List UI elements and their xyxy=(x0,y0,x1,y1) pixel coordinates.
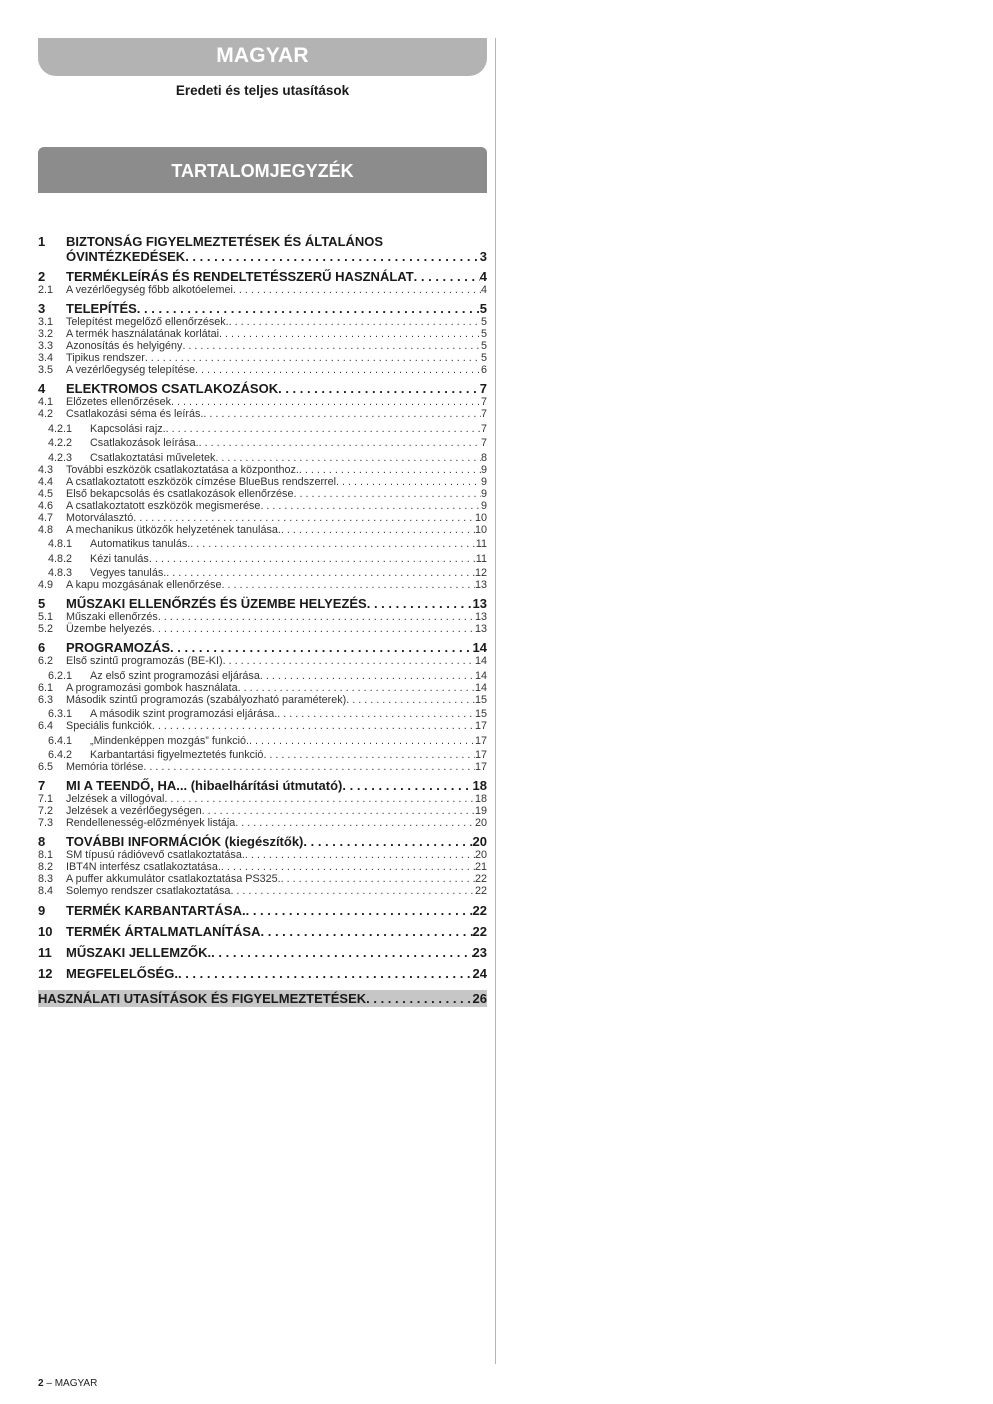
toc-leader-dots xyxy=(152,720,475,732)
column-divider xyxy=(495,38,496,1364)
toc-leader-dots xyxy=(303,834,472,849)
toc-entry-page: 17 xyxy=(474,734,487,747)
toc-entry-label: MI A TEENDŐ, HA... (hibaelhárítási útmutató) xyxy=(66,778,343,793)
toc-entry-heading[interactable] xyxy=(38,234,487,249)
toc-entry-label: A programozási gombok használata xyxy=(66,681,238,694)
toc-entry-label: Csatlakozási séma és leírás. xyxy=(66,408,204,420)
toc-section-entry[interactable] xyxy=(38,364,487,376)
toc-entry-number: 8.4 xyxy=(38,885,54,897)
toc-leader-dots xyxy=(164,793,475,805)
toc-entry-label: Motorválasztó xyxy=(66,511,134,524)
toc-entry-label: TELEPÍTÉS xyxy=(66,301,137,316)
toc-entry-label: A vezérlőegység telepítése xyxy=(66,364,196,376)
toc-entry-label: PROGRAMOZÁS xyxy=(66,640,170,655)
toc-entry-number: 7.2 xyxy=(38,805,54,817)
toc-chapter-entry[interactable] xyxy=(38,924,487,939)
toc-entry-number: 8.1 xyxy=(38,849,54,861)
toc-entry-label: Azonosítás és helyigény xyxy=(66,340,183,352)
toc-entry-number: 3.3 xyxy=(38,340,54,352)
toc-entry-label: MEGFELELŐSÉG. xyxy=(66,966,178,981)
toc-final-entry[interactable] xyxy=(38,990,487,1007)
toc-entry-label: Speciális funkciók xyxy=(66,720,152,732)
toc-leader-dots xyxy=(278,381,480,396)
toc-entry-number: 4.1 xyxy=(38,396,54,408)
toc-entry-label: Második szintű programozás (szabályozható paraméterek) xyxy=(66,693,347,706)
toc-entry-number: 6.4.2 xyxy=(48,749,73,761)
toc-section-entry[interactable] xyxy=(38,284,487,296)
toc-chapter-entry[interactable] xyxy=(38,834,487,849)
toc-entry-number: 8.3 xyxy=(38,873,54,885)
toc-leader-dots xyxy=(182,340,481,352)
toc-entry-page: 14 xyxy=(474,669,487,682)
toc-leader-dots xyxy=(336,476,481,488)
toc-subsection-entry[interactable] xyxy=(38,452,487,464)
toc-subsection-entry[interactable] xyxy=(38,567,487,579)
toc-leader-dots xyxy=(185,249,480,264)
toc-subsection-entry[interactable] xyxy=(38,749,487,761)
toc-leader-dots xyxy=(166,567,475,579)
toc-leader-dots xyxy=(221,579,475,591)
toc-entry-page: 18 xyxy=(474,793,487,805)
toc-section-entry[interactable] xyxy=(38,694,487,706)
toc-entry-number: 2 xyxy=(38,269,46,284)
toc-entry-number: 3.4 xyxy=(38,352,54,364)
toc-entry-number: 11 xyxy=(38,945,52,960)
toc-leader-dots xyxy=(149,553,476,565)
toc-chapter-entry[interactable] xyxy=(38,903,487,918)
toc-leader-dots xyxy=(137,301,480,316)
toc-entry-label: Csatlakoztatási műveletek xyxy=(90,451,216,464)
toc-entry-number: 6.2 xyxy=(38,655,54,667)
toc-entry-page: 6 xyxy=(480,364,487,376)
toc-entry-number: 6.2.1 xyxy=(48,669,73,682)
toc-leader-dots xyxy=(203,408,481,420)
toc-entry-label: Rendellenesség-előzmények listája xyxy=(66,817,236,829)
toc-entry-label: TOVÁBBI INFORMÁCIÓK (kiegészítők) xyxy=(66,834,304,849)
document-subtitle: Eredeti és teljes utasítások xyxy=(175,83,350,98)
toc-entry-number: 4.3 xyxy=(38,463,54,476)
toc-section-entry[interactable] xyxy=(38,623,487,635)
toc-entry-page: 5 xyxy=(480,316,487,328)
toc-entry-number: 4.2.1 xyxy=(48,422,73,435)
toc-entry-page: 20 xyxy=(472,834,487,849)
toc-leader-dots xyxy=(223,655,475,667)
toc-chapter-entry[interactable] xyxy=(38,596,487,611)
toc-entry-number: 4.2.2 xyxy=(48,437,73,449)
toc-section-entry[interactable] xyxy=(38,873,487,885)
toc-entry-label-line2: ÓVINTÉZKEDÉSEK xyxy=(66,249,186,264)
toc-entry-label: Memória törlése xyxy=(66,761,144,773)
toc-entry-number: 3 xyxy=(38,301,46,316)
toc-entry-label: Jelzések a vezérlőegységen xyxy=(66,805,202,817)
toc-entry-number: 7 xyxy=(38,778,46,793)
toc-section-entry[interactable] xyxy=(38,352,487,364)
toc-entry-label: MŰSZAKI JELLEMZŐK. xyxy=(66,945,212,960)
toc-leader-dots xyxy=(143,761,475,773)
toc-entry-label: Karbantartási figyelmeztetés funkció xyxy=(90,749,264,761)
toc-section-entry[interactable] xyxy=(38,682,487,694)
toc-entry-label: SM típusú rádióvevő csatlakoztatása. xyxy=(66,849,245,861)
toc-entry-label: Tipikus rendszer xyxy=(66,352,145,364)
toc-entry-page: 18 xyxy=(472,778,487,793)
toc-subsection-entry[interactable] xyxy=(38,538,487,550)
toc-entry-page: 14 xyxy=(472,640,487,655)
toc-section-entry[interactable] xyxy=(38,805,487,817)
toc-final-page: 26 xyxy=(472,991,487,1006)
toc-leader-dots xyxy=(199,437,481,449)
toc-leader-dots xyxy=(293,488,481,500)
toc-entry-label: Első bekapcsolás és csatlakozások ellenőrzése xyxy=(66,487,294,500)
toc-leader-dots xyxy=(170,640,473,655)
toc-entry-number: 10 xyxy=(38,924,53,939)
toc-entry-label: Csatlakozások leírása. xyxy=(90,437,199,449)
toc-entry-label: Jelzések a villogóval xyxy=(66,793,165,805)
toc-entry-number: 8.2 xyxy=(38,861,54,873)
toc-entry-number: 6.3 xyxy=(38,693,54,706)
toc-entry-page: 20 xyxy=(474,817,487,829)
toc-chapter-entry[interactable] xyxy=(38,640,487,655)
toc-entry-page: 7 xyxy=(480,408,487,420)
toc-entry-number: 6 xyxy=(38,640,46,655)
toc-section-entry[interactable] xyxy=(38,476,487,488)
toc-entry-label: TERMÉKLEÍRÁS ÉS RENDELTETÉSSZERŰ HASZNÁLAT xyxy=(66,269,414,284)
toc-entry-number: 1 xyxy=(38,234,46,249)
toc-leader-dots xyxy=(195,364,481,376)
toc-section-entry[interactable] xyxy=(38,340,487,352)
toc-entry-label: A vezérlőegység főbb alkotóelemei xyxy=(66,284,233,296)
toc-entry-label: A mechanikus ütközők helyzetének tanulása. xyxy=(66,523,281,536)
toc-entry-label: TERMÉK KARBANTARTÁSA. xyxy=(66,903,246,918)
toc-entry-number: 4.8.3 xyxy=(48,567,73,579)
toc-leader-dots xyxy=(249,735,475,747)
toc-entry-number: 2.1 xyxy=(38,284,54,296)
toc-leader-dots xyxy=(414,269,480,284)
toc-entry-page: 9 xyxy=(480,487,487,500)
toc-entry-page: 20 xyxy=(474,849,487,861)
toc-leader-dots xyxy=(158,611,475,623)
toc-entry-page: 13 xyxy=(472,596,487,611)
toc-entry-page: 12 xyxy=(474,567,487,579)
toc-entry-number: 3.5 xyxy=(38,364,54,376)
toc-entry-label: MŰSZAKI ELLENŐRZÉS ÉS ÜZEMBE HELYEZÉS xyxy=(66,596,367,611)
toc-entry-label: ELEKTROMOS CSATLAKOZÁSOK xyxy=(66,381,279,396)
toc-entry-number: 7.1 xyxy=(38,793,54,805)
toc-section-entry[interactable] xyxy=(38,328,487,340)
toc-leader-dots xyxy=(215,452,481,464)
table-of-contents xyxy=(38,234,487,981)
page-footer xyxy=(38,1378,97,1389)
toc-section-entry[interactable] xyxy=(38,512,487,524)
toc-entry-page: 9 xyxy=(480,475,487,488)
toc-entry-number: 6.4 xyxy=(38,720,54,732)
toc-entry-number: 4.2.3 xyxy=(48,451,73,464)
toc-entry-page: 17 xyxy=(474,720,487,732)
toc-entry-label: Műszaki ellenőrzés xyxy=(66,611,158,623)
footer-language: MAGYAR xyxy=(54,1378,98,1389)
toc-entry-page: 17 xyxy=(474,749,487,761)
toc-leader-dots xyxy=(211,945,472,960)
toc-entry-page: 7 xyxy=(480,396,487,408)
toc-leader-dots xyxy=(366,990,472,1007)
toc-leader-dots xyxy=(263,749,475,761)
toc-section-entry[interactable] xyxy=(38,761,487,773)
toc-leader-dots xyxy=(178,966,473,981)
toc-entry-page: 13 xyxy=(474,623,487,635)
toc-leader-dots xyxy=(233,284,481,296)
toc-subsection-entry[interactable] xyxy=(38,423,487,435)
toc-subsection-entry[interactable] xyxy=(38,553,487,565)
toc-leader-dots xyxy=(230,885,475,897)
toc-leader-dots xyxy=(190,538,476,550)
toc-entry-page: 13 xyxy=(474,579,487,591)
toc-title-banner: TARTALOMJEGYZÉK xyxy=(38,147,487,193)
toc-entry-number: 6.3.1 xyxy=(48,708,73,720)
toc-chapter-entry[interactable] xyxy=(38,778,487,793)
toc-entry-page: 5 xyxy=(479,301,487,316)
toc-entry-label: Első szintű programozás (BE-KI) xyxy=(66,655,223,667)
toc-entry-number: 5 xyxy=(38,596,46,611)
toc-chapter-entry[interactable] xyxy=(38,301,487,316)
toc-leader-dots xyxy=(202,805,475,817)
toc-entry-page: 22 xyxy=(474,873,487,885)
language-banner: MAGYAR xyxy=(38,38,487,76)
toc-entry-label: Telepítést megelőző ellenőrzések. xyxy=(66,316,229,328)
toc-entry-label: „Mindenképpen mozgás” funkció. xyxy=(90,734,250,747)
toc-entry-label: IBT4N interfész csatlakoztatása. xyxy=(66,861,221,873)
toc-entry-continuation[interactable] xyxy=(38,249,487,264)
toc-entry-number: 8 xyxy=(38,834,46,849)
footer-separator: – xyxy=(46,1378,52,1389)
toc-entry-page: 4 xyxy=(480,284,487,296)
toc-entry-label: A második szint programozási eljárása. xyxy=(90,708,278,720)
toc-entry-page: 10 xyxy=(474,511,487,524)
toc-entry-page: 15 xyxy=(474,693,487,706)
toc-entry-page: 8 xyxy=(480,451,487,464)
toc-entry-page: 3 xyxy=(479,249,487,264)
toc-leader-dots xyxy=(281,524,475,536)
toc-entry-label: Az első szint programozási eljárása xyxy=(90,669,260,682)
toc-entry-label: Vegyes tanulás. xyxy=(90,567,167,579)
toc-section-entry[interactable] xyxy=(38,464,487,476)
toc-leader-dots xyxy=(260,670,475,682)
left-column xyxy=(38,38,487,1007)
toc-leader-dots xyxy=(299,464,481,476)
toc-leader-dots xyxy=(152,623,475,635)
toc-leader-dots xyxy=(221,861,475,873)
toc-entry-label: TERMÉK ÁRTALMATLANÍTÁSA xyxy=(66,924,261,939)
toc-section-entry[interactable] xyxy=(38,817,487,829)
toc-entry-label: Kézi tanulás xyxy=(90,552,149,565)
toc-section-entry[interactable] xyxy=(38,500,487,512)
toc-leader-dots xyxy=(238,682,475,694)
toc-entry-page: 21 xyxy=(474,861,487,873)
toc-final-label: HASZNÁLATI UTASÍTÁSOK ÉS FIGYELMEZTETÉSEK xyxy=(38,991,367,1006)
toc-entry-number: 6.4.1 xyxy=(48,734,73,747)
toc-section-entry[interactable] xyxy=(38,316,487,328)
toc-section-entry[interactable] xyxy=(38,885,487,897)
toc-leader-dots xyxy=(133,512,475,524)
toc-leader-dots xyxy=(342,778,472,793)
toc-entry-label: A csatlakoztatott eszközök megismerése xyxy=(66,499,261,512)
toc-leader-dots xyxy=(260,500,481,512)
toc-chapter-entry[interactable] xyxy=(38,966,487,981)
toc-leader-dots xyxy=(171,396,481,408)
toc-entry-page: 22 xyxy=(472,924,487,939)
toc-entry-number: 9 xyxy=(38,903,46,918)
toc-section-entry[interactable] xyxy=(38,408,487,420)
toc-leader-dots xyxy=(229,316,481,328)
toc-entry-label: Automatikus tanulás. xyxy=(90,538,191,550)
toc-entry-page: 11 xyxy=(475,552,487,565)
toc-entry-number: 4.8.1 xyxy=(48,538,73,550)
toc-entry-label: Kapcsolási rajz. xyxy=(90,422,166,435)
toc-chapter-entry[interactable] xyxy=(38,381,487,396)
toc-chapter-entry[interactable] xyxy=(38,945,487,960)
toc-section-entry[interactable] xyxy=(38,611,487,623)
toc-entry-number: 4.8 xyxy=(38,523,54,536)
toc-section-entry[interactable] xyxy=(38,849,487,861)
toc-entry-page: 13 xyxy=(474,611,487,623)
toc-entry-number: 3.1 xyxy=(38,316,54,328)
toc-entry-page: 24 xyxy=(472,966,487,981)
toc-entry-number: 4.6 xyxy=(38,499,54,512)
toc-leader-dots xyxy=(346,694,475,706)
toc-entry-label: A termék használatának korlátai xyxy=(66,328,220,340)
toc-section-entry[interactable] xyxy=(38,861,487,873)
toc-entry-page: 7 xyxy=(480,437,487,449)
toc-entry-page: 19 xyxy=(474,805,487,817)
toc-leader-dots xyxy=(246,903,473,918)
toc-entry-page: 4 xyxy=(479,269,487,284)
toc-section-entry[interactable] xyxy=(38,396,487,408)
toc-entry-page: 14 xyxy=(474,655,487,667)
toc-entry-number: 12 xyxy=(38,966,53,981)
toc-entry-number: 5.1 xyxy=(38,611,54,623)
toc-entry-page: 22 xyxy=(472,903,487,918)
toc-entry-number: 4.7 xyxy=(38,511,54,524)
toc-entry-label: Üzembe helyezés xyxy=(66,623,152,635)
toc-entry-number: 4 xyxy=(38,381,46,396)
toc-entry-page: 23 xyxy=(472,945,487,960)
toc-entry-label: A puffer akkumulátor csatlakoztatása PS325. xyxy=(66,873,281,885)
toc-section-entry[interactable] xyxy=(38,720,487,732)
toc-entry-page: 10 xyxy=(474,523,487,536)
toc-entry-number: 4.9 xyxy=(38,579,54,591)
toc-entry-number: 5.2 xyxy=(38,623,54,635)
toc-entry-number: 6.5 xyxy=(38,761,54,773)
toc-entry-page: 15 xyxy=(474,708,487,720)
toc-leader-dots xyxy=(219,328,481,340)
toc-entry-number: 3.2 xyxy=(38,328,54,340)
toc-entry-number: 4.5 xyxy=(38,487,54,500)
toc-entry-number: 4.4 xyxy=(38,475,54,488)
toc-entry-page: 14 xyxy=(474,681,487,694)
toc-entry-page: 22 xyxy=(474,885,487,897)
toc-entry-page: 9 xyxy=(480,463,487,476)
toc-subsection-entry[interactable] xyxy=(38,735,487,747)
toc-leader-dots xyxy=(367,596,473,611)
toc-entry-label: További eszközök csatlakoztatása a központhoz. xyxy=(66,463,299,476)
toc-chapter-entry[interactable] xyxy=(38,269,487,284)
toc-leader-dots xyxy=(245,849,475,861)
toc-entry-label: Solemyo rendszer csatlakoztatása xyxy=(66,885,231,897)
toc-entry-page: 5 xyxy=(480,328,487,340)
toc-leader-dots xyxy=(277,708,475,720)
toc-entry-number: 4.2 xyxy=(38,408,54,420)
toc-leader-dots xyxy=(281,873,475,885)
toc-section-entry[interactable] xyxy=(38,655,487,667)
toc-section-entry[interactable] xyxy=(38,579,487,591)
toc-entry-label: A csatlakoztatott eszközök címzése BlueBus rendszerrel xyxy=(66,475,337,488)
toc-entry-page: 5 xyxy=(480,340,487,352)
footer-page-number: 2 xyxy=(38,1378,44,1389)
toc-entry-label: BIZTONSÁG FIGYELMEZTETÉSEK ÉS ÁLTALÁNOS xyxy=(66,234,384,249)
toc-entry-label: A kapu mozgásának ellenőrzése xyxy=(66,579,222,591)
toc-leader-dots xyxy=(145,352,481,364)
toc-section-entry[interactable] xyxy=(38,488,487,500)
toc-subsection-entry[interactable] xyxy=(38,437,487,449)
toc-entry-page: 7 xyxy=(479,381,487,396)
toc-entry-page: 11 xyxy=(475,538,487,550)
toc-entry-number: 7.3 xyxy=(38,817,54,829)
toc-leader-dots xyxy=(166,423,481,435)
toc-entry-label: Előzetes ellenőrzések xyxy=(66,396,172,408)
toc-leader-dots xyxy=(261,924,473,939)
toc-entry-page: 7 xyxy=(480,422,487,435)
toc-section-entry[interactable] xyxy=(38,524,487,536)
toc-entry-page: 9 xyxy=(480,499,487,512)
toc-section-entry[interactable] xyxy=(38,793,487,805)
toc-entry-page: 17 xyxy=(474,761,487,773)
toc-entry-page: 5 xyxy=(480,352,487,364)
toc-subsection-entry[interactable] xyxy=(38,670,487,682)
toc-subsection-entry[interactable] xyxy=(38,708,487,720)
toc-leader-dots xyxy=(235,817,475,829)
toc-entry-number: 6.1 xyxy=(38,681,54,694)
toc-entry-number: 4.8.2 xyxy=(48,552,73,565)
